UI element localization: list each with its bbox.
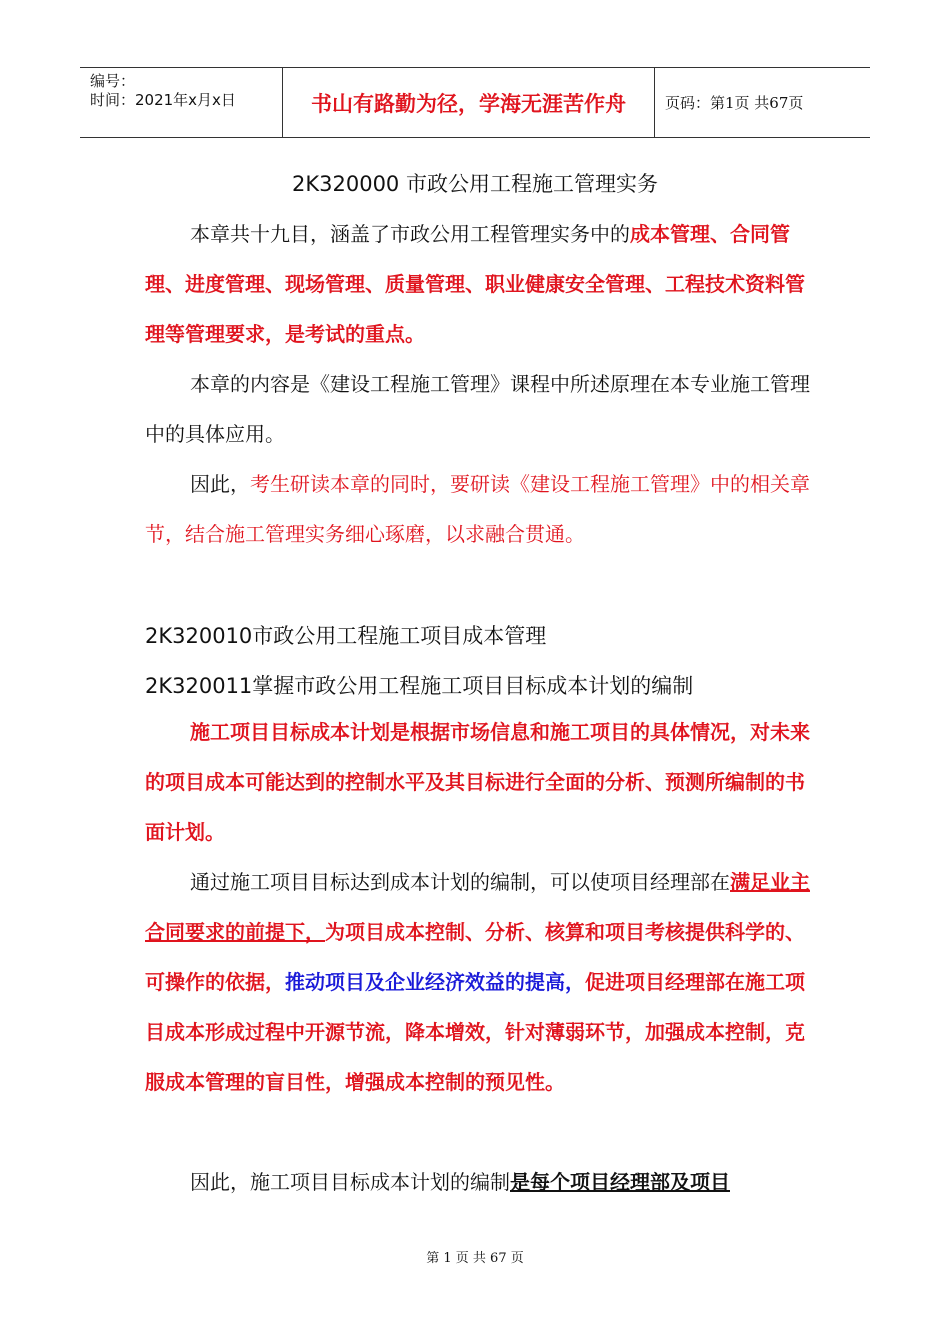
page-footer: 第 1 页 共 67 页 bbox=[426, 1251, 524, 1266]
body-p2-highlight-2: 促进项目经理部在施工项目成本形成过程中开源节流，降本增效，针对薄弱环节，加强成本控制，克服成本管理的盲目性，增强成本控制的预见性。 bbox=[145, 970, 805, 1094]
number-label: 编号： bbox=[90, 72, 136, 90]
section-heading-1: 2K320010市政公用工程施工项目成本管理 bbox=[145, 624, 547, 648]
intro-paragraph-3 bbox=[145, 459, 810, 559]
header-page-info: 页码：第1页 共67页 bbox=[665, 94, 804, 112]
body-p2-highlight: 为项目成本控制、分析、核算和项目考核提供科学的、可操作的依据， bbox=[145, 920, 805, 994]
intro-p3-text: 因此， bbox=[190, 472, 250, 496]
header-table bbox=[80, 67, 870, 138]
intro-p1-text: 本章共十九目，涵盖了市政公用工程管理实务中的 bbox=[190, 222, 630, 246]
body-p2-underlined: 满足业主合同要求的前提下， bbox=[145, 870, 810, 944]
body-p3-emphasis: 是每个项目经理部及项目 bbox=[510, 1170, 730, 1194]
intro-paragraph-2: 本章的内容是《建设工程施工管理》课程中所述原理在本专业施工管理中的具体应用。 bbox=[145, 372, 810, 446]
time-label: 时间：2021年x月x日 bbox=[90, 91, 236, 109]
body-paragraph-3 bbox=[145, 1157, 810, 1207]
section-heading-2: 2K320011掌握市政公用工程施工项目目标成本计划的编制 bbox=[145, 674, 694, 698]
body-paragraph-1: 施工项目目标成本计划是根据市场信息和施工项目的具体情况，对未来的项目成本可能达到的控制水平及其目标进行全面的分析、预测所编制的书面计划。 bbox=[145, 720, 810, 844]
intro-paragraph-1 bbox=[145, 209, 810, 359]
chapter-title: 2K320000 市政公用工程施工管理实务 bbox=[292, 172, 658, 196]
header-motto: 书山有路勤为径，学海无涯苦作舟 bbox=[282, 68, 655, 137]
body-paragraph-2 bbox=[145, 857, 810, 1107]
body-p2-blue: 推动项目及企业经济效益的提高， bbox=[285, 970, 585, 994]
body-p2-text: 通过施工项目目标达到成本计划的编制，可以使项目经理部在 bbox=[190, 870, 730, 894]
body-p3-text: 因此，施工项目目标成本计划的编制 bbox=[190, 1170, 510, 1194]
intro-p3-highlight: 考生研读本章的同时，要研读《建设工程施工管理》中的相关章节，结合施工管理实务细心琢磨，以求融合贯通。 bbox=[145, 472, 810, 546]
intro-p1-highlight: 成本管理、合同管理、进度管理、现场管理、质量管理、职业健康安全管理、工程技术资料管理等管理要求，是考试的重点。 bbox=[145, 222, 805, 346]
header-meta bbox=[80, 68, 282, 137]
